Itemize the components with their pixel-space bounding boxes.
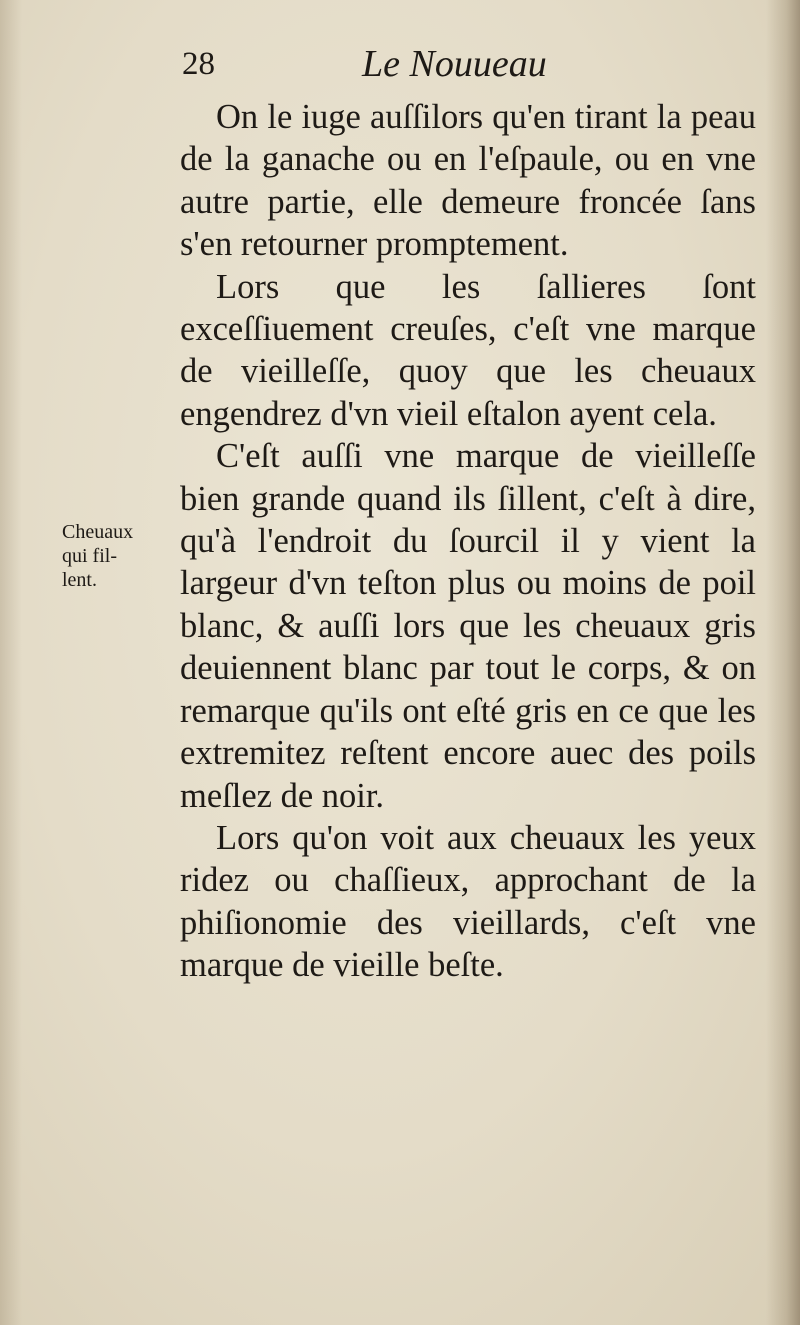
page-edge-shadow [0,0,22,1325]
paragraph: C'eſt auſſi vne marque de vieilleſſe bien grande quand ils ſillent, c'eſt à dire, qu'à l'endroit du ſourcil il y vient la largeur d'vn teſton plus ou moins de poil blanc, & auſſi lors que les cheuaux gris deuiennent blanc par tout le corps, & on remarque qu'ils ont eſté gris en ce que les extremitez reſtent encore auec des poils meſlez de noir. [180,437,756,815]
margin-note-line: qui fil- [62,545,117,567]
paragraph: Lors que les ſallieres ſont exceſſiuement creuſes, c'eſt vne marque de vieilleſſe, quoy que les cheuaux engendrez d'vn vieil eſtalon ayent cela. [180,267,756,433]
running-title: Le Nouueau [362,43,547,85]
margin-note-line: lent. [62,569,97,591]
body-text [180,96,756,987]
paragraph: On le iuge auſſilors qu'en tirant la peau de la ganache ou en l'eſpaule, ou en vne autre partie, elle demeure froncée ſans s'en retourner promptement. [180,98,756,264]
paragraph: Lors qu'on voit aux cheuaux les yeux ridez ou chaſſieux, approchant de la phiſionomie des vieillards, c'eſt vne marque de vieille beſte. [180,818,756,985]
binding-shadow [766,0,800,1325]
margin-note [62,520,180,592]
page-number: 28 [182,46,215,82]
margin-note-line: Cheuaux [62,521,134,543]
page-header [176,42,776,88]
